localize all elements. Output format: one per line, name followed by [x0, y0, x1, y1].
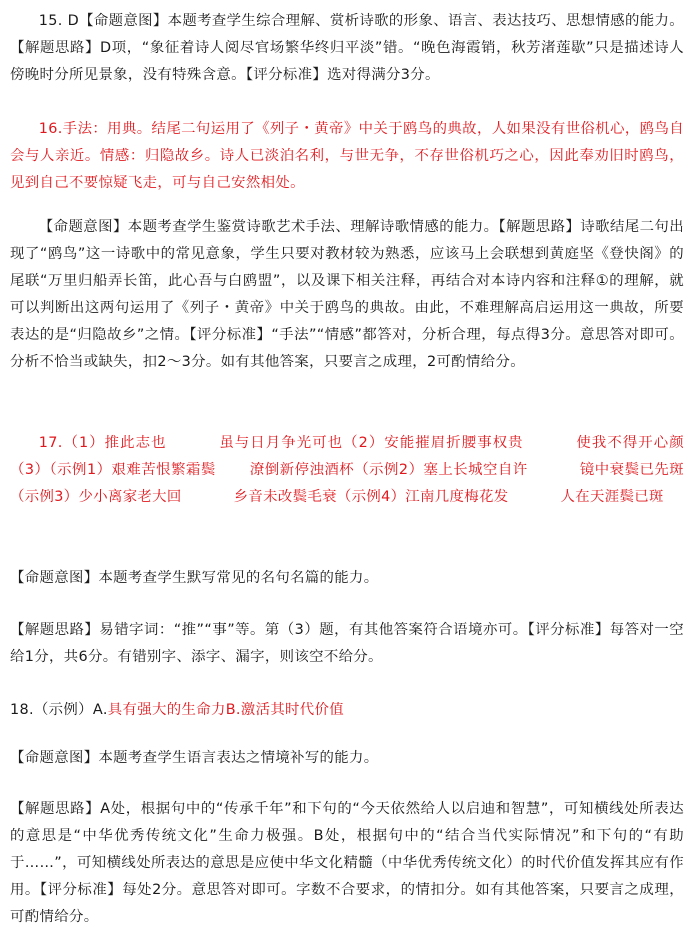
q17-answer-11: （示例4）江南几度梅花发 [336, 489, 509, 505]
q17-answer-4: 使我不得开心颜 [575, 435, 685, 451]
q15-paragraph: 15. D【命题意图】本题考查学生综合理解、赏析诗歌的形象、语言、表达技巧、思想情感的能力。【解题思路】D项，“象征着诗人阅尽官场繁华终归平淡”错。“晚色海霞销，秋芳渚莲歇”只是描述诗人傍晚时分所见景象，没有特殊含意。【评分标准】选对得满分3分。 [10, 13, 684, 83]
q17-answer-12: 人在天涯鬓已斑 [560, 489, 664, 505]
q17-answer-3: （2）安能摧眉折腰事权贵 [343, 435, 524, 451]
q17-answer-10: 乡音未改鬓毛衰 [233, 489, 337, 505]
q17-answer-1: （1）推此志也 [62, 435, 167, 451]
q17-answer-8: 镜中衰鬓已先斑 [579, 462, 685, 478]
q16-answer: 16.手法：用典。结尾二句运用了《列子・黄帝》中关于鸥鸟的典故，人如果没有世俗机心，鸥鸟自会与人亲近。情感：归隐故乡。诗人已淡泊名利，与世无争，不存世俗机巧之心，因此奉劝旧时鸥鸟，见到自己不要惊疑飞走，可与自己安然相处。 [10, 121, 684, 191]
q18-answer-text: 具有强大的生命力B.激活其时代价值 [107, 702, 345, 718]
q17-answer-6: 潦倒新停浊酒杯 [249, 462, 355, 478]
q17-answer-9: （示例3）少小离家老大回 [10, 489, 182, 505]
q17-answer-7: （示例2）塞上长城空自许 [354, 462, 528, 478]
q17-answer-5: （3）（示例1）艰难苦恨繁霜鬓 [10, 462, 216, 478]
q16-analysis: 【命题意图】本题考查学生鉴赏诗歌艺术手法、理解诗歌情感的能力。【解题思路】诗歌结尾二句出现了“鸥鸟”这一诗歌中的常见意象，学生只要对教材较为熟悉，应该马上会联想到黄庭坚《登快阁》的尾联“万里归船弄长笛，此心吾与白鸥盟”，以及课下相关注释，再结合对本诗内容和注释①的理解，就可以判断出这两句运用了《列子・黄帝》中关于鸥鸟的典故。由此，不难理解高启运用这一典故，所要表达的是“归隐故乡”之情。【评分标准】“手法”“情感”都答对，分析合理，每点得3分。意思答对即可。分析不恰当或缺失，扣2～3分。如有其他答案，只要言之成理，2可酌情给分。 [10, 219, 684, 370]
q17-number: 17. [38, 435, 63, 451]
q17-answer-2: 虽与日月争光可也 [218, 435, 344, 451]
q17-analysis: 【解题思路】易错字词：“推”“事”等。第（3）题，有其他答案符合语境亦可。【评分标准】每答对一空给1分，共6分。有错别字、添字、漏字，则该空不给分。 [10, 622, 684, 665]
q17-answers [10, 430, 684, 511]
q18-analysis: 【解题思路】A处，根据句中的“传承千年”和下句的“今天依然给人以启迪和智慧”，可知横线处所表达的意思是“中华优秀传统文化”生命力极强。B处，根据句中的“结合当代实际情况”和下句的“有助于……”，可知横线处所表达的意思是应使中华文化精髓（中华优秀传统文化）的时代价值发挥其应有作用。【评分标准】每处2分。意思答对即可。字数不合要求，的情扣分。如有其他答案，只要言之成理，可酌情给分。 [10, 801, 684, 925]
q18-intent: 【命题意图】本题考查学生语言表达之情境补写的能力。 [10, 750, 379, 766]
q17-intent: 【命题意图】本题考查学生默写常见的名句名篇的能力。 [10, 570, 379, 586]
q18-answer [10, 697, 684, 724]
q18-prefix: 18.（示例）A. [10, 702, 108, 718]
